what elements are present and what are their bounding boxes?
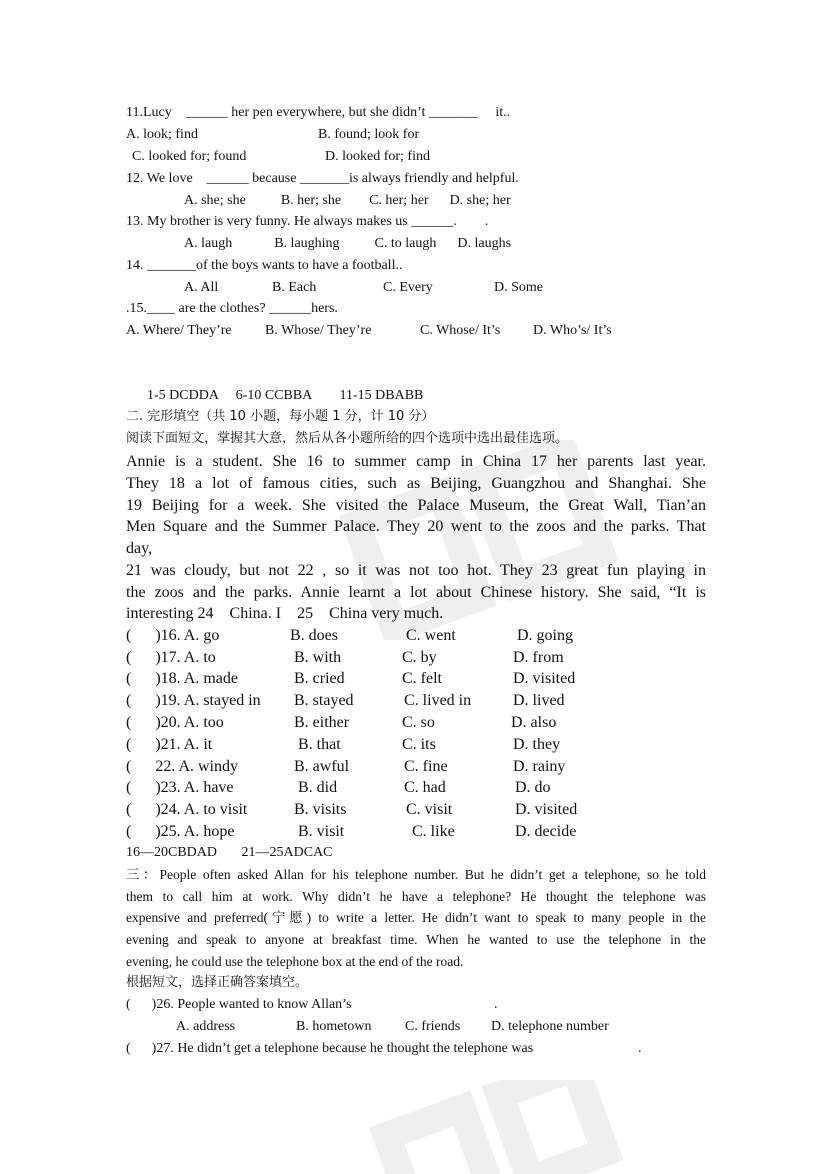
passage-line: They 18 a lot of famous cities, such as Beijing, Guangzhou and Shanghai. She — [126, 475, 706, 492]
question-20-option-d: D. also — [511, 714, 557, 731]
question-15-option-a: A. Where/ They’re — [126, 323, 232, 338]
question-20-option-c: C. so — [402, 714, 435, 731]
question-22-option-d: D. rainy — [513, 758, 566, 775]
question-25-option-c: C. like — [412, 823, 455, 840]
question-25-option-d: D. decide — [515, 823, 577, 840]
watermark-graphic-bottom — [330, 1080, 650, 1174]
question-24-option-d: D. visited — [515, 801, 578, 818]
question-11-option-a: A. look; find — [126, 127, 198, 142]
section-3-instruction: 根据短文，选择正确答案填空。 — [126, 975, 309, 990]
question-14-option-a: A. All — [184, 280, 219, 295]
question-18-stem: ( )18. A. made — [126, 670, 238, 687]
passage-line: day, — [126, 540, 153, 557]
question-11-option-d: D. looked for; find — [325, 149, 430, 164]
question-22-option-b: B. awful — [294, 758, 350, 775]
question-15-option-d: D. Who’s/ It’s — [533, 323, 612, 338]
question-18-option-d: D. visited — [513, 670, 576, 687]
question-12-stem: 12. We love ______ because _______is always friendly and helpful. — [126, 171, 519, 186]
question-14-option-c: C. Every — [383, 280, 433, 295]
question-20-option-b: B. either — [294, 714, 350, 731]
question-19-option-b: B. stayed — [294, 692, 354, 709]
question-21-stem: ( )21. A. it — [126, 736, 213, 753]
question-16-option-b: B. does — [290, 627, 338, 644]
question-17-option-c: C. by — [402, 649, 437, 666]
question-19-option-d: D. lived — [513, 692, 565, 709]
answer-key-16-25: 16—20CBDAD 21—25ADCAC — [126, 845, 333, 860]
question-13-stem: 13. My brother is very funny. He always makes us ______. . — [126, 214, 489, 229]
question-23-stem: ( )23. A. have — [126, 779, 234, 796]
question-14-stem: 14. _______of the boys wants to have a football.. — [126, 258, 403, 273]
question-12-options: A. she; she B. her; she C. her; her D. she; her — [184, 193, 511, 208]
question-15-stem: .15.____ are the clothes? ______hers. — [126, 301, 338, 316]
question-18-option-c: C. felt — [402, 670, 442, 687]
passage-line: 19 Beijing for a week. She visited the Palace Museum, the Great Wall, Tian’an — [126, 497, 706, 514]
question-23-option-b: B. did — [298, 779, 338, 796]
question-26-option-b: B. hometown — [296, 1019, 372, 1034]
reading-passage-line: evening, he could use the telephone box at the end of the road. — [126, 954, 464, 969]
question-11-option-c: C. looked for; found — [132, 149, 247, 164]
question-19-option-c: C. lived in — [404, 692, 472, 709]
question-15-option-b: B. Whose/ They’re — [265, 323, 372, 338]
section-2-instruction: 阅读下面短文，掌握其大意，然后从各小题所给的四个选项中选出最佳选项。 — [126, 431, 569, 446]
question-26-option-d: D. telephone number — [491, 1019, 609, 1034]
question-14-option-b: B. Each — [272, 280, 317, 295]
question-23-option-c: C. had — [404, 779, 446, 796]
reading-passage-line: them to call him at work. Why didn’t he have a telephone? He thought the telephone was — [126, 889, 706, 904]
question-16-stem: ( )16. A. go — [126, 627, 220, 644]
reading-passage-line: evening and speak to anyone at breakfast time. When he wanted to use the telephone in the — [126, 932, 706, 947]
question-21-option-b: B. that — [298, 736, 341, 753]
passage-line: interesting 24 China. I 25 China very much. — [126, 605, 444, 622]
question-16-option-c: C. went — [406, 627, 456, 644]
reading-passage-line: expensive and preferred(宁愿) to write a letter. He didn’t want to speak to many people in the — [126, 910, 706, 925]
passage-line: Annie is a student. She 16 to summer camp in China 17 her parents last year. — [126, 453, 706, 470]
answer-key-1-15: 1-5 DCDDA 6-10 CCBBA 11-15 DBABB — [147, 388, 424, 403]
question-26-option-c: C. friends — [405, 1019, 461, 1034]
question-26-stem: ( )26. People wanted to know Allan’s — [126, 997, 352, 1012]
section-2-heading: 二. 完形填空（共 10 小题，每小题 1 分，计 10 分） — [126, 409, 435, 424]
question-18-option-b: B. cried — [294, 670, 345, 687]
question-21-option-d: D. they — [513, 736, 561, 753]
question-25-stem: ( )25. A. hope — [126, 823, 235, 840]
question-17-option-d: D. from — [513, 649, 564, 666]
question-16-option-d: D. going — [517, 627, 573, 644]
question-22-option-c: C. fine — [404, 758, 448, 775]
question-13-options: A. laugh B. laughing C. to laugh D. laughs — [184, 236, 512, 251]
question-11-stem: 11.Lucy ______ her pen everywhere, but she didn’t _______ it.. — [126, 105, 511, 120]
question-21-option-c: C. its — [402, 736, 436, 753]
question-22-stem: ( 22. A. windy — [126, 758, 238, 775]
passage-line: the zoos and the parks. Annie learnt a lot about Chinese history. She said, “It is — [126, 584, 706, 601]
question-27-stem: ( )27. He didn’t get a telephone because he thought the telephone was — [126, 1041, 534, 1056]
question-14-option-d: D. Some — [494, 280, 543, 295]
question-15-option-c: C. Whose/ It’s — [420, 323, 501, 338]
passage-line: Men Square and the Summer Palace. They 20 went to the zoos and the parks. That — [126, 518, 706, 535]
question-26-option-a: A. address — [176, 1019, 236, 1034]
question-24-option-c: C. visit — [406, 801, 453, 818]
question-24-option-b: B. visits — [294, 801, 347, 818]
question-23-option-d: D. do — [515, 779, 551, 796]
passage-line: 21 was cloudy, but not 22 , so it was not too hot. They 23 great fun playing in — [126, 562, 706, 579]
question-25-option-b: B. visit — [298, 823, 345, 840]
question-11-option-b: B. found; look for — [318, 127, 420, 142]
question-17-stem: ( )17. A. to — [126, 649, 216, 666]
question-19-stem: ( )19. A. stayed in — [126, 692, 261, 709]
reading-passage-line: 三：People often asked Allan for his telephone number. But he didn’t get a telephone, so he told — [126, 867, 706, 882]
question-26-end: . — [494, 997, 498, 1012]
question-27-end: . — [638, 1041, 642, 1056]
question-17-option-b: B. with — [294, 649, 342, 666]
question-20-stem: ( )20. A. too — [126, 714, 224, 731]
question-24-stem: ( )24. A. to visit — [126, 801, 248, 818]
